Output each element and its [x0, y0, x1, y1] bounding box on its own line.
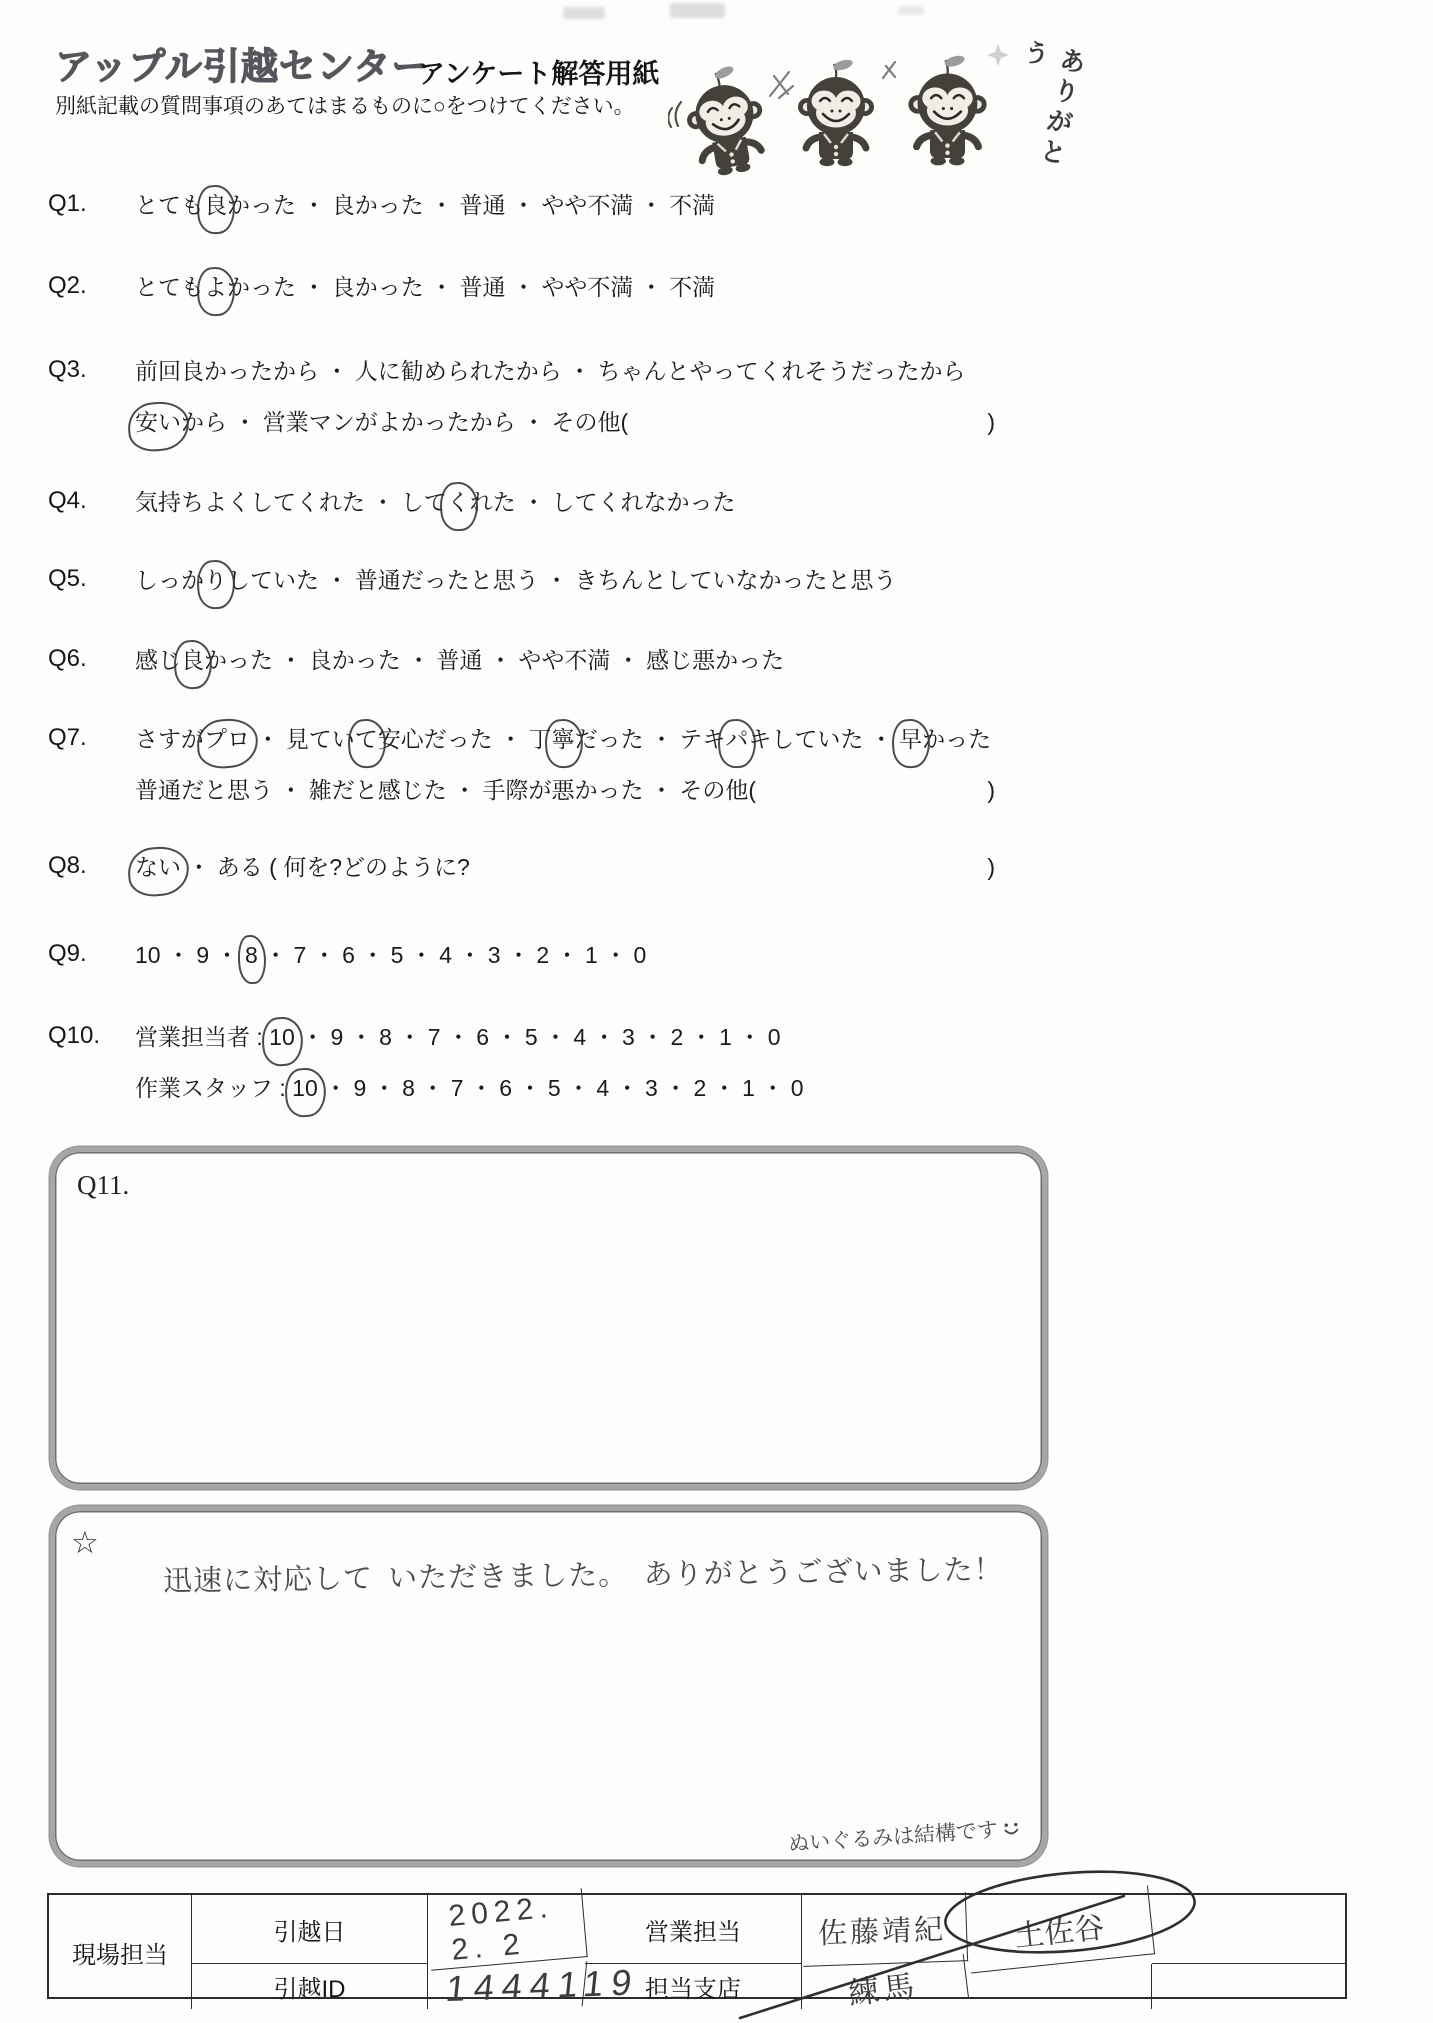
option-text: しっか [135, 567, 204, 593]
option-text: 作業スタッフ : [135, 1075, 293, 1101]
question-6 [48, 645, 995, 675]
circled-answer: 良 [181, 647, 204, 673]
option-text: とても [135, 192, 204, 218]
form-title: アンケート解答用紙 [418, 59, 660, 89]
close-paren: ) [987, 777, 995, 803]
option-text: とても [135, 274, 204, 300]
question-options-line [135, 940, 995, 970]
monkey-mascot-2 [798, 58, 874, 166]
margin-note-text: ぬいぐるみは結構です [787, 1818, 999, 1857]
option-text: かった ・ 良かった ・ 普通 ・ やや不満 ・ 不満 [227, 192, 716, 218]
option-text: さすが [135, 726, 204, 752]
q11-label: Q11. [77, 1170, 130, 1200]
option-text: キしていた ・ [748, 726, 900, 752]
option-text: ・ 9 ・ 8 ・ 7 ・ 6 ・ 5 ・ 4 ・ 3 ・ 2 ・ 1 ・ 0 [294, 1024, 781, 1050]
option-text: 気持ちよくしてくれた ・ して [135, 489, 447, 515]
option-text: していた ・ 普通だったと思う ・ きちんとしていなかったと思う [227, 567, 897, 593]
question-3 [48, 356, 995, 437]
monkey-mascot-1 [668, 60, 772, 180]
thanks-vertical-text: ありがとう [1016, 36, 1089, 172]
question-10 [48, 1022, 995, 1103]
circled-answer: り [204, 567, 227, 593]
scan-artifact [563, 7, 605, 19]
question-options-line [135, 356, 995, 386]
question-2 [48, 272, 995, 302]
move-id-label: 引越ID [192, 1964, 428, 2009]
close-paren: ) [987, 409, 995, 435]
option-text: ・ 9 ・ 8 ・ 7 ・ 6 ・ 5 ・ 4 ・ 3 ・ 2 ・ 1 ・ 0 [317, 1075, 804, 1101]
question-options-line [135, 407, 995, 437]
option-text: だった ・ テキ [574, 726, 726, 752]
close-paren: ) [987, 854, 995, 880]
circled-answer: 早 [899, 726, 923, 752]
empty-cell [1152, 1895, 1345, 1964]
circled-answer: パ [725, 726, 749, 752]
star-icon: ☆ [71, 1525, 99, 1560]
question-options-line [135, 190, 995, 220]
question-7 [48, 724, 995, 805]
site-staff-label: 現場担当 [49, 1895, 192, 2009]
question-options-line [135, 1022, 995, 1052]
sales-staff-value: 佐藤靖紀 [801, 1892, 968, 1967]
scan-artifact [898, 6, 924, 15]
option-text: 感じ [135, 647, 181, 673]
comment-box [50, 1506, 1047, 1866]
option-text: 前回良かったから ・ 人に勧められたから ・ ちゃんとやってくれそうだったから [135, 358, 966, 384]
option-text: 営業担当者 : [135, 1024, 270, 1050]
question-5 [48, 565, 995, 595]
question-8 [48, 852, 995, 882]
option-text: かった [922, 726, 992, 752]
option-text: 10 ・ 9 ・ [135, 942, 245, 968]
question-options-line [135, 1073, 995, 1103]
empty-cell [1152, 1964, 1345, 2009]
branch-value: 練馬 [800, 1954, 969, 2019]
question-label: Q6. [48, 645, 87, 672]
question-options-line [135, 724, 995, 754]
move-date-value: 2022. 2. 2 [425, 1888, 587, 1970]
circled-answer: 8 [244, 942, 258, 968]
question-options-line [135, 852, 995, 882]
question-1 [48, 190, 995, 220]
question-label: Q7. [48, 724, 87, 751]
option-text: 安心だった ・ 丁 [377, 726, 552, 752]
question-label: Q4. [48, 487, 87, 514]
option-text: ・ ある ( 何を?どのように? [181, 854, 470, 880]
mascot-monkeys-illustration [668, 36, 1013, 201]
instruction-text: 別紙記載の質問事項のあてはまるものに○をつけてください。 [55, 95, 635, 118]
option-text: ・ 7 ・ 6 ・ 5 ・ 4 ・ 3 ・ 2 ・ 1 ・ 0 [257, 942, 647, 968]
question-label: Q2. [48, 272, 87, 299]
question-9 [48, 940, 995, 970]
question-4 [48, 487, 995, 517]
circled-answer: 10 [269, 1024, 295, 1050]
scan-artifact [670, 3, 725, 18]
question-label: Q9. [48, 940, 87, 967]
question-options-line [135, 272, 995, 302]
circled-answer: よ [204, 274, 227, 300]
site-staff-value: 土佐谷 [964, 1886, 1155, 1974]
circled-answer: 寧 [551, 726, 575, 752]
move-date-label: 引越日 [192, 1895, 428, 1964]
question-options-line [135, 775, 995, 805]
branch-label: 担当支店 [585, 1964, 802, 2009]
question-label: Q3. [48, 356, 87, 383]
question-label: Q5. [48, 565, 87, 592]
question-options-line [135, 565, 995, 595]
brand-logo: アップル引越センター [55, 46, 430, 87]
circled-answer: て [354, 726, 378, 752]
q11-answer-box [50, 1147, 1047, 1489]
monkey-mascot-3 [908, 54, 986, 166]
smiley-icon [1001, 1818, 1022, 1836]
circled-answer: ない [135, 854, 181, 880]
handwritten-comment: 迅速に対応して いただきました。 ありがとうございました！ [162, 1554, 1004, 1598]
option-text: から ・ 営業マンがよかったから ・ その他( [181, 409, 629, 435]
circled-answer: 安い [135, 409, 181, 435]
circled-answer: プロ [204, 726, 250, 752]
sales-staff-label: 営業担当 [585, 1895, 802, 1964]
question-label: Q1. [48, 190, 87, 217]
option-text: かった ・ 良かった ・ 普通 ・ やや不満 ・ 不満 [227, 274, 716, 300]
option-text: 普通だと思う ・ 雑だと感じた ・ 手際が悪かった ・ その他( [135, 777, 756, 803]
circled-answer: 10 [292, 1075, 318, 1101]
option-text: ・ 見てい [250, 726, 355, 752]
footer-table [47, 1890, 1347, 2012]
move-id-value: 1444119 [426, 1961, 588, 2012]
question-label: Q10. [48, 1022, 101, 1049]
option-text: かった ・ 良かった ・ 普通 ・ やや不満 ・ 感じ悪かった [204, 647, 785, 673]
circled-answer: く [446, 489, 470, 515]
question-options-line [135, 487, 995, 517]
question-options-line [135, 645, 995, 675]
question-label: Q8. [48, 852, 87, 879]
option-text: れた ・ してくれなかった [469, 489, 736, 515]
circled-answer: 良 [204, 192, 227, 218]
